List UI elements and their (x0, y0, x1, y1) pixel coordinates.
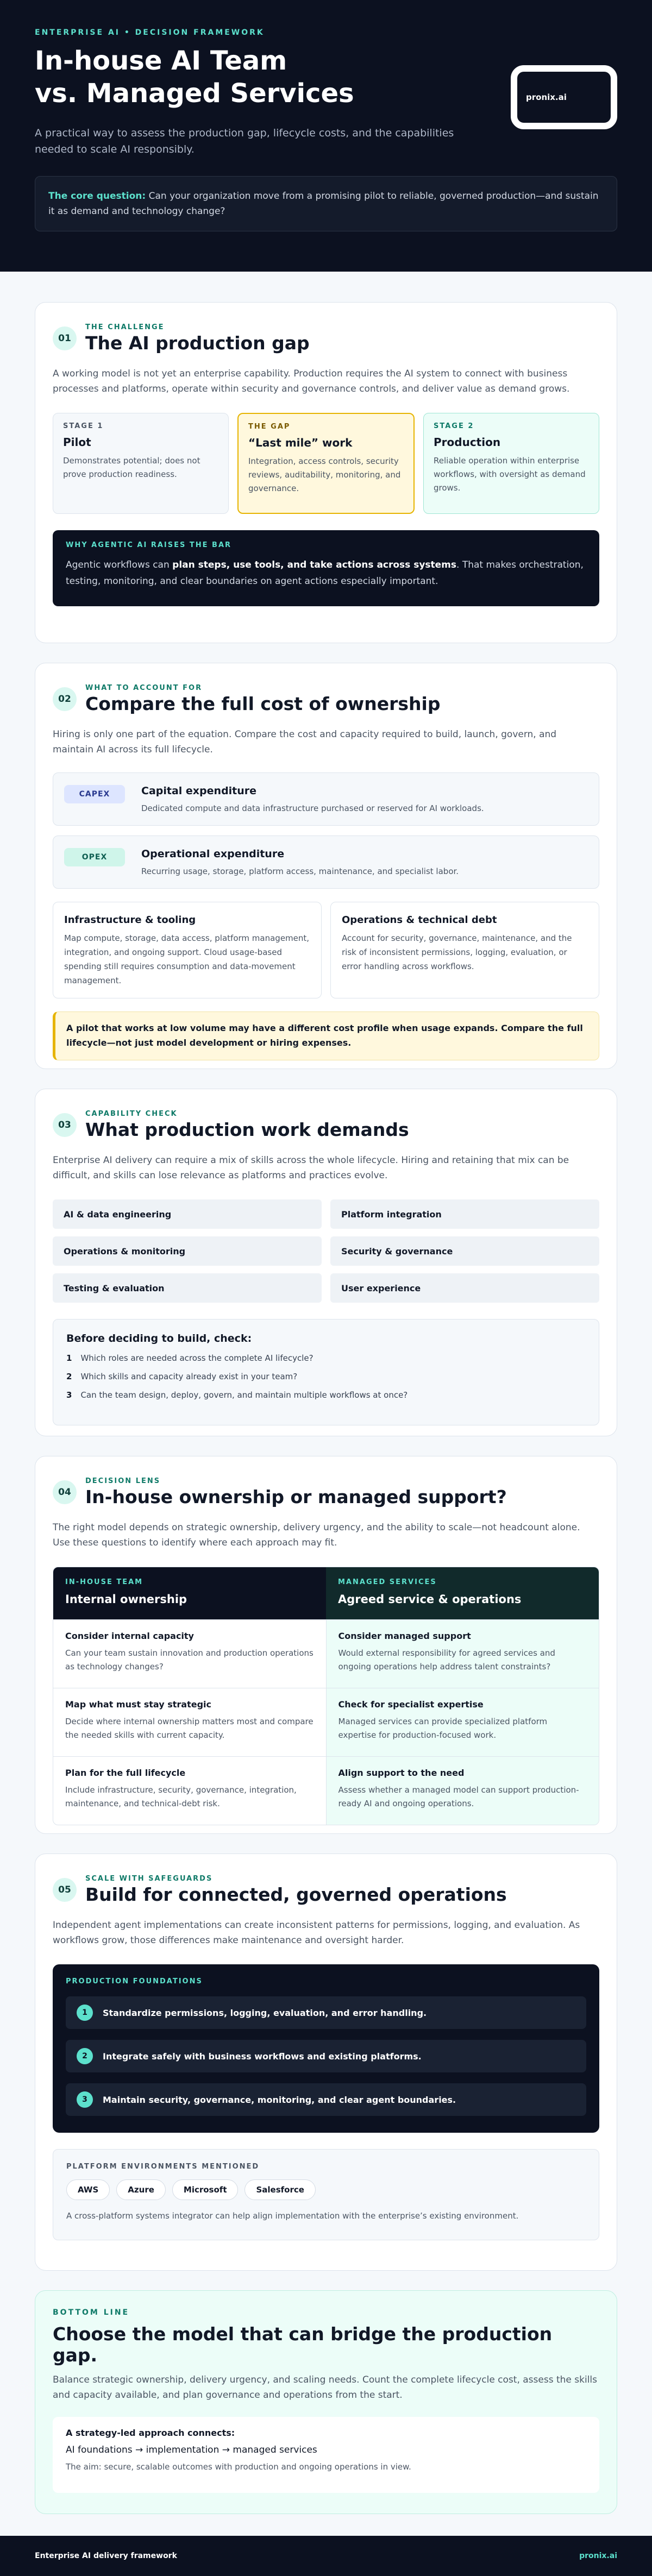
section-lead: Hiring is only one part of the equation. Compare the cost and capacity required to build, launch, govern, and maintain AI across its full lifecycle. (53, 729, 557, 755)
section-production-gap (35, 302, 617, 643)
section-number: 03 (53, 1113, 77, 1137)
strategy-box: A strategy-led approach connects: AI foundations → implementation → managed services The aim: secure, scalable outcomes with production and ongoing operations in view. (53, 2417, 599, 2493)
section-title: In-house ownership or managed support? (85, 1486, 507, 1507)
ops-card: Operations & technical debt Account for security, governance, maintenance, and the risk of inconsistent permissions, logging, evaluation, or error handling across workflows. (330, 902, 599, 998)
stage-production: STAGE 2 Production Reliable operation within enterprise workflows, with oversight as demand grows. (423, 413, 599, 514)
platform-tag: Microsoft (172, 2179, 239, 2200)
logo: pronix.ai (511, 65, 617, 129)
list-item: 1 Which roles are needed across the complete AI lifecycle? (66, 1353, 314, 1363)
platform-tag: AWS (66, 2179, 110, 2200)
list-item: 3 Can the team design, deploy, govern, and maintain multiple workflows at once? (66, 1390, 408, 1400)
footer-label: Enterprise AI delivery framework (35, 2552, 177, 2560)
footer (0, 2536, 652, 2576)
infra-card: Infrastructure & tooling Map compute, storage, data access, platform management, integration, and ongoing support. Cloud usage-based spending still requires consumption and data-movement management. (53, 902, 322, 998)
footer-brand: pronix.ai (579, 2552, 617, 2560)
skill-tile: Platform integration (330, 1199, 599, 1229)
col-managed: MANAGED SERVICES Agreed service & operations (326, 1567, 599, 1619)
section-lead: Enterprise AI delivery can require a mix of skills across the whole lifecycle. Hiring and retaining that mix can be difficult, and skills can lose relevance as platforms and practices evolve. (53, 1155, 569, 1181)
build-checklist: Before deciding to build, check: 1 Which roles are needed across the complete AI lifecycle? 2 Which skills and capacity already exist in your team? 3 Can the team design, deploy, govern, and maintain multiple workflows at once? (53, 1319, 599, 1425)
section-title: What production work demands (85, 1119, 409, 1140)
list-item: 2 Which skills and capacity already exist in your team? (66, 1372, 298, 1381)
bottom-line: BOTTOM LINE Choose the model that can bridge the production gap. Balance strategic ownership, delivery urgency, and scaling needs. Count the complete lifecycle cost, assess the skills and capacity available, and plan governance and operations from the start. A strategy-led approach connects: AI foundations → implementation → managed services The aim: secure, scalable outcomes with production and ongoing operations in view. (35, 2290, 617, 2514)
section-title: Build for connected, governed operations (85, 1884, 507, 1905)
section-number: 05 (53, 1878, 77, 1902)
page-title: In-house AI Team vs. Managed Services (35, 46, 354, 109)
table-row: Plan for the full lifecycle Include infrastructure, security, governance, integration, maintenance, and technical-debt risk. Align support to the need Assess whether a managed model can support production-ready AI and ongoing operations. (53, 1756, 599, 1825)
comparison-table (53, 1567, 599, 1825)
hero (0, 0, 652, 272)
hero-subtitle: A practical way to assess the production gap, lifecycle costs, and the capabilities needed to scale AI responsibly. (35, 127, 454, 155)
opex-badge: OPEX (64, 848, 125, 866)
section-cost-ownership (35, 663, 617, 1069)
section-kicker: CAPABILITY CHECK (85, 1110, 178, 1118)
section-decision-lens (35, 1456, 617, 1834)
skill-tile: Testing & evaluation (53, 1273, 322, 1303)
skill-tile: User experience (330, 1273, 599, 1303)
cost-warning: A pilot that works at low volume may have a different cost profile when usage expands. Compare the full lifecycle—not just model development or hiring expenses. (53, 1011, 599, 1060)
platform-environments: PLATFORM ENVIRONMENTS MENTIONED AWS Azure Microsoft Salesforce A cross-platform systems integrator can help align implementation with the enterprise’s existing environment. (53, 2149, 599, 2240)
list-item: 3 Maintain security, governance, monitoring, and clear agent boundaries. (66, 2083, 586, 2116)
production-foundations: PRODUCTION FOUNDATIONS 1 Standardize permissions, logging, evaluation, and error handling. 2 Integrate safely with business workflows and existing platforms. 3 Maintain security, governance, monitoring, and clear agent boundaries. (53, 1964, 599, 2133)
section-title: Compare the full cost of ownership (85, 693, 441, 714)
section-number: 01 (53, 326, 77, 350)
section-number: 02 (53, 687, 77, 711)
col-inhouse: IN-HOUSE TEAM Internal ownership (53, 1567, 326, 1619)
section-governed-ops (35, 1854, 617, 2271)
section-kicker: THE CHALLENGE (85, 323, 165, 331)
bottom-title: Choose the model that can bridge the production gap. (53, 2323, 553, 2366)
section-title: The AI production gap (85, 332, 310, 354)
agentic-callout: WHY AGENTIC AI RAISES THE BAR Agentic workflows can plan steps, use tools, and take actions across systems. That makes orchestration, testing, monitoring, and clear boundaries on agent actions especially important. (53, 530, 599, 606)
section-kicker: DECISION LENS (85, 1477, 161, 1485)
table-row: Map what must stay strategic Decide where internal ownership matters most and compare the needed skills with current capacity. Check for specialist expertise Managed services can provide specialized platform expertise for production-focused work. (53, 1688, 599, 1756)
section-lead: Independent agent implementations can create inconsistent patterns for permissions, logging, and evaluation. As workflows grow, those differences make maintenance and oversight harder. (53, 1920, 580, 1946)
platform-tag: Salesforce (244, 2179, 315, 2200)
section-lead: A working model is not yet an enterprise capability. Production requires the AI system to connect with business processes and platforms, operate within security and governance controls, and deliver value as demand grows. (53, 368, 570, 394)
table-row: Consider internal capacity Can your team sustain innovation and production operations as technology changes? Consider managed support Would external responsibility for agreed services and ongoing operations help address talent constraints? (53, 1619, 599, 1688)
stage-gap: THE GAP “Last mile” work Integration, access controls, security reviews, auditability, monitoring, and governance. (237, 413, 415, 514)
skill-tile: AI & data engineering (53, 1199, 322, 1229)
list-item: 2 Integrate safely with business workflows and existing platforms. (66, 2040, 586, 2072)
list-item: 1 Standardize permissions, logging, evaluation, and error handling. (66, 1996, 586, 2029)
capex-row: CAPEX Capital expenditure Dedicated compute and data infrastructure purchased or reserved for AI workloads. (53, 772, 599, 826)
core-question: The core question: Can your organization move from a promising pilot to reliable, governed production—and sustain it as demand and technology change? (35, 176, 617, 231)
section-kicker: WHAT TO ACCOUNT FOR (85, 684, 203, 692)
capex-badge: CAPEX (64, 785, 125, 803)
section-kicker: SCALE WITH SAFEGUARDS (85, 1875, 213, 1883)
section-capability (35, 1089, 617, 1436)
platform-tag: Azure (116, 2179, 166, 2200)
skill-tile: Operations & monitoring (53, 1236, 322, 1266)
section-number: 04 (53, 1480, 77, 1504)
section-lead: The right model depends on strategic ownership, delivery urgency, and the ability to scale—not headcount alone. Use these questions to identify where each approach may fit. (53, 1522, 580, 1548)
stage-pilot: STAGE 1 Pilot Demonstrates potential; does not prove production readiness. (53, 413, 229, 514)
opex-row: OPEX Operational expenditure Recurring usage, storage, platform access, maintenance, and specialist labor. (53, 835, 599, 889)
skill-tile: Security & governance (330, 1236, 599, 1266)
hero-kicker: ENTERPRISE AI • DECISION FRAMEWORK (35, 28, 265, 37)
